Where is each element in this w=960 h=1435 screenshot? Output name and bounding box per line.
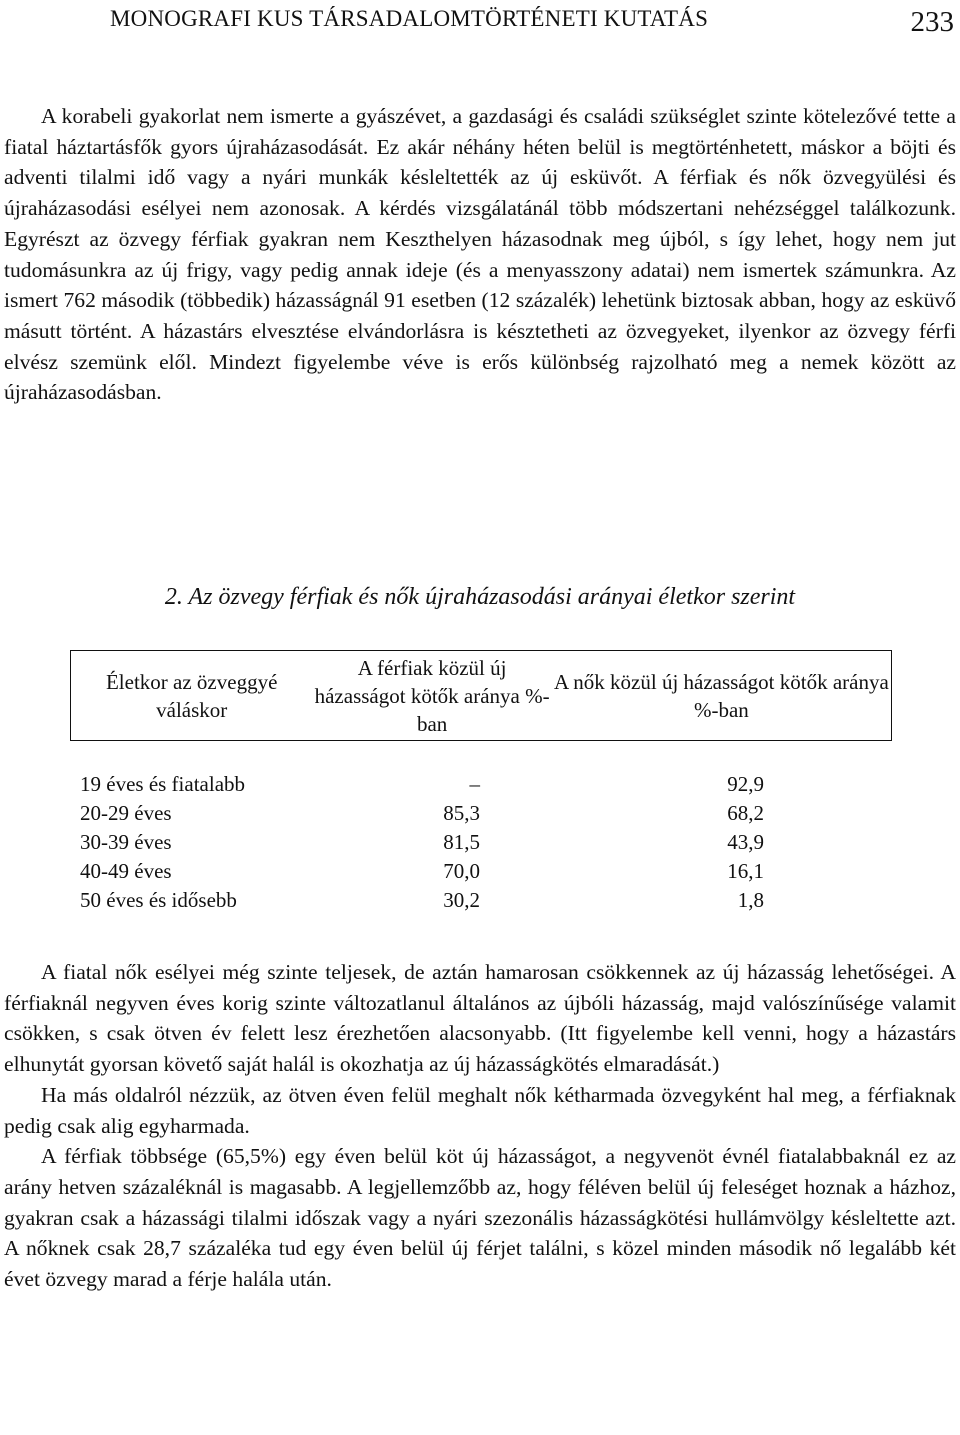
cell-men: 30,2 xyxy=(443,888,480,912)
running-title: MONOGRAFI KUS TÁRSADALOMTÖRTÉNETI KUTATÁS xyxy=(110,6,709,31)
cell-women: 1,8 xyxy=(737,888,764,912)
cell-age: 20-29 éves xyxy=(80,801,172,825)
cell-women: 16,1 xyxy=(727,859,764,883)
cell-men: 81,5 xyxy=(443,830,480,854)
cell-women: 43,9 xyxy=(727,830,764,854)
body-paragraph-2: A fiatal nők esélyei még szinte teljesek, de aztán hamarosan csökkennek az új házasság lehetőségei. A férfiaknál negyven éves korig szinte változatlanul általános az újbóli házasság, majd valószínűsége valamit csökken, s csak ötven év felett lesz érezhetően alacsonyabb. (Itt figyelembe kell venni, hogy a házastárs elhunytát gyorsan követő saját halál is okozhatja az új házasságkötés elmaradását.) xyxy=(4,960,956,1077)
table-row xyxy=(80,828,800,857)
table-row xyxy=(80,857,800,886)
table-row xyxy=(80,799,800,828)
table-row xyxy=(80,886,800,915)
cell-age: 50 éves és idősebb xyxy=(80,888,237,912)
cell-men: – xyxy=(469,772,480,796)
cell-age: 19 éves és fiatalabb xyxy=(80,772,246,796)
cell-age: 30-39 éves xyxy=(80,830,172,854)
page-number: 233 xyxy=(910,6,954,38)
table-row xyxy=(80,770,800,799)
cell-men: 85,3 xyxy=(443,801,480,825)
table-header xyxy=(70,650,892,741)
column-header-men: A férfiak közül új házasságot kötők aránya %-ban xyxy=(314,655,550,736)
cell-age: 40-49 éves xyxy=(80,859,172,883)
cell-women: 68,2 xyxy=(727,801,764,825)
table-body xyxy=(80,770,800,915)
cell-men: 70,0 xyxy=(443,859,480,883)
body-paragraph-1: A korabeli gyakorlat nem ismerte a gyászévet, a gazdasági és családi szükséglet szinte kötelezővé tette a fiatal háztartásfők gyors újraházasodását. Ez akár néhány héten belül is megtörténhetett, máskor a böjti és adventi tilalmi idő vagy a nyári munkák késleltették az új esküvőt. A férfiak és nők özvegyülési és újraházasodási esélyei nem azonosak. A kérdés vizsgálatánál több módszertani nehézséggel találkozunk. Egyrészt az özvegy férfiak gyakran nem Keszthelyen házasodnak meg újból, s így lehet, hogy nem jut tudomásunkra az új frigy, vagy pedig annak ideje (és a menyasszony adatai) nem ismertek számunkra. Az ismert 762 második (többedik) házasságnál 91 esetben (12 százalék) lehetünk biztosak abban, hogy az esküvő másutt történt. A házastárs elvesztése elvándorlásra is késztetheti az özvegyeket, ilyenkor az özvegy férfi elvész szemünk elől. Mindezt figyelembe véve is erős különbség rajzolható meg a nemek között az újraházasodásban. xyxy=(4,104,956,405)
cell-women: 92,9 xyxy=(727,772,764,796)
page-header xyxy=(0,0,960,50)
body-text-after-table xyxy=(4,957,956,1295)
body-paragraph-4: A férfiak többsége (65,5%) egy éven belül köt új házasságot, a negyvenöt évnél fiatalabbaknál ez az arány hetven százaléknál is magasabb. A legjellemzőbb az, hogy féléven belül új feleséget hoznak a házhoz, gyakran csak a házassági tilalmi időszak vagy a nyári szezonális házasságkötési hullámvölgy késleltette azt. A nőknek csak 28,7 százaléka tud egy éven belül új férjet találni, s közel minden második nő legalább két évet özvegy marad a férje halála után. xyxy=(4,1144,956,1292)
column-header-women: A nők közül új házasságot kötők aránya %-ban xyxy=(554,669,889,722)
body-paragraph-3: Ha más oldalról nézzük, az ötven éven felül meghalt nők kétharmada özvegyként hal meg, a férfiaknak pedig csak alig egyharmada. xyxy=(4,1082,956,1138)
table-title: 2. Az özvegy férfiak és nők újraházasodási arányai életkor szerint xyxy=(164,584,796,610)
column-header-age: Életkor az özveggyé váláskor xyxy=(105,669,278,722)
